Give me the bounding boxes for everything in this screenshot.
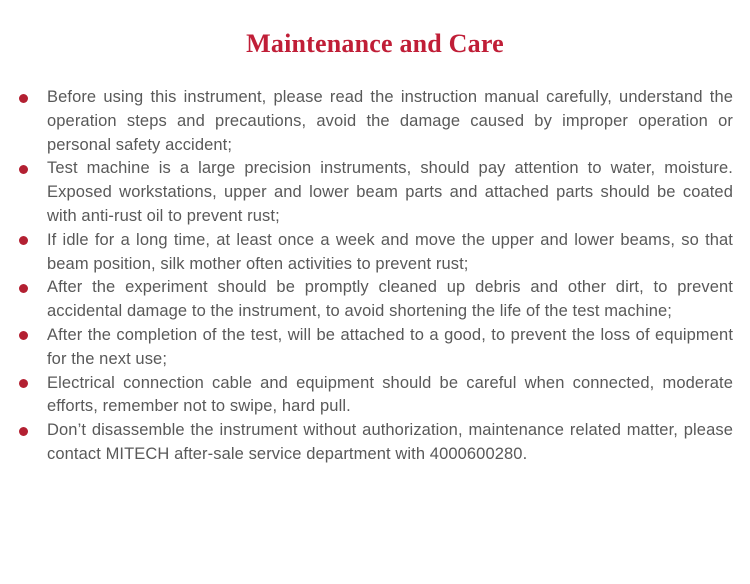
list-item-text: Don’t disassemble the instrument without authorization, maintenance related matter, please contact MITECH after-sale service department with 4000600280. — [47, 421, 733, 463]
bullet-dot-icon — [19, 379, 28, 388]
list-item — [17, 324, 733, 372]
list-item-text: After the experiment should be promptly cleaned up debris and other dirt, to prevent accidental damage to the instrument, to avoid shortening the life of the test machine; — [47, 278, 733, 321]
page-title: Maintenance and Care — [246, 29, 504, 58]
list-item-text: Electrical connection cable and equipment should be careful when connected, moderate efforts, remember not to swipe, hard pull. — [47, 373, 733, 416]
bullet-dot-icon — [19, 94, 28, 103]
list-item — [17, 229, 733, 277]
list-item-text: If idle for a long time, at least once a week and move the upper and lower beams, so that beam position, silk mother often activities to prevent rust; — [47, 230, 733, 273]
bullet-dot-icon — [19, 236, 28, 245]
bullet-dot-icon — [19, 165, 28, 174]
list-item-text: After the completion of the test, will be attached to a good, to prevent the loss of equipment for the next use; — [47, 325, 733, 368]
list-item-text: Before using this instrument, please read the instruction manual carefully, understand the operation steps and precautions, avoid the damage caused by improper operation or personal safety accident; — [47, 88, 733, 154]
list-item-text: Test machine is a large precision instruments, should pay attention to water, moisture. Exposed workstations, upper and lower beam parts and attached parts should be coated with anti-rust oil to prevent rust; — [47, 159, 733, 225]
list-item — [17, 419, 733, 467]
list-item — [17, 157, 733, 228]
maintenance-bullet-list — [17, 86, 733, 467]
bullet-dot-icon — [19, 427, 28, 436]
list-item — [17, 276, 733, 324]
bullet-dot-icon — [19, 331, 28, 340]
bullet-dot-icon — [19, 284, 28, 293]
list-item — [17, 86, 733, 157]
list-item — [17, 372, 733, 420]
